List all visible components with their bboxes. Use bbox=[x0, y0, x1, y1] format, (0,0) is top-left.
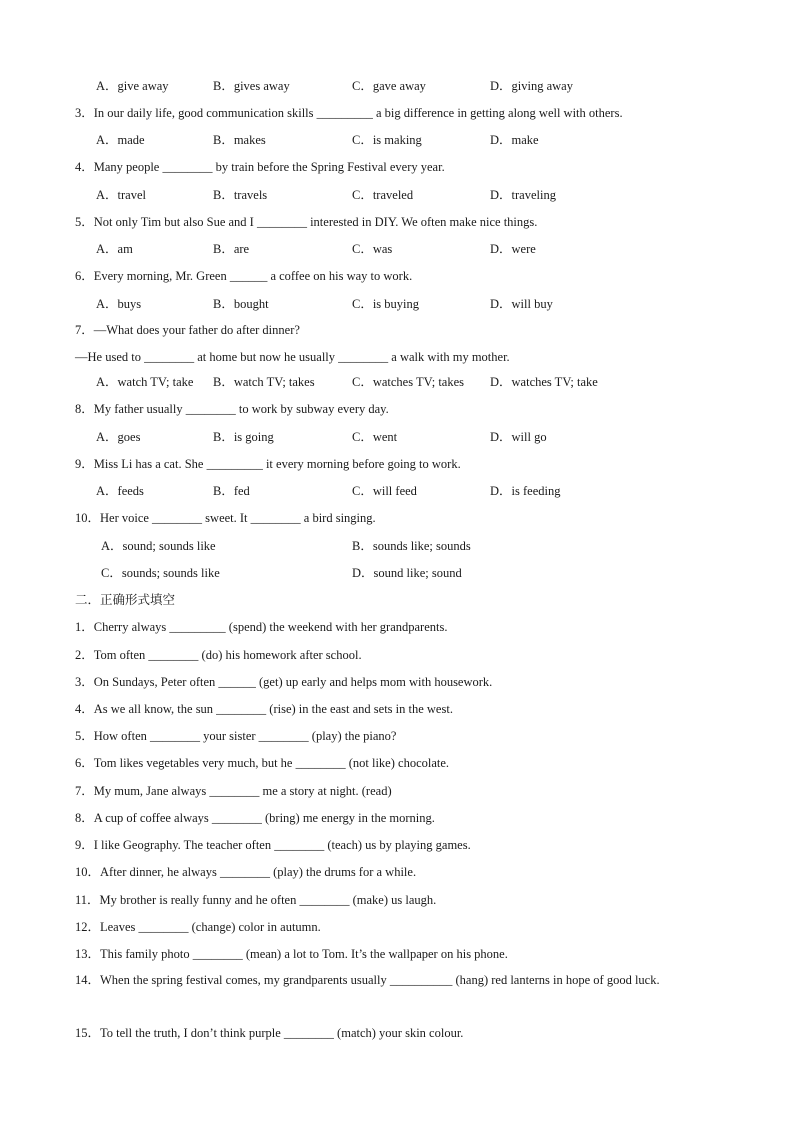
q6-option-c: C．is buying bbox=[352, 297, 420, 311]
q8-stem: 8．My father usually ________ to work by subway every day. bbox=[75, 402, 389, 416]
q9-option-d: D．is feeding bbox=[490, 484, 561, 498]
q8-option-d: D．will go bbox=[490, 430, 547, 444]
fill-item-1: 1．Cherry always _________ (spend) the weekend with her grandparents. bbox=[75, 620, 448, 634]
q7-stem-response: —He used to ________ at home but now he usually ________ a walk with my mother. bbox=[75, 350, 510, 364]
q9-option-c: C．will feed bbox=[352, 484, 417, 498]
q4-option-d: D．traveling bbox=[490, 188, 556, 202]
q7-option-b: B．watch TV; takes bbox=[213, 375, 315, 389]
fill-item-7: 7．My mum, Jane always ________ me a story at night. (read) bbox=[75, 784, 392, 798]
q5-option-a: A．am bbox=[96, 242, 133, 256]
q3-option-b: B．makes bbox=[213, 133, 266, 147]
q3-stem: 3．In our daily life, good communication skills _________ a big difference in getting along well with others. bbox=[75, 106, 623, 120]
fill-item-8: 8．A cup of coffee always ________ (bring) me energy in the morning. bbox=[75, 811, 435, 825]
fill-item-9: 9．I like Geography. The teacher often ________ (teach) us by playing games. bbox=[75, 838, 471, 852]
fill-item-14: 14．When the spring festival comes, my grandparents usually __________ (hang) red lanterns in hope of good luck. bbox=[75, 973, 660, 987]
q5-option-b: B．are bbox=[213, 242, 250, 256]
q5-option-c: C．was bbox=[352, 242, 393, 256]
q10-option-c: C．sounds; sounds like bbox=[101, 566, 220, 580]
q10-option-a: A．sound; sounds like bbox=[101, 539, 216, 553]
fill-item-15: 15．To tell the truth, I don’t think purple ________ (match) your skin colour. bbox=[75, 1026, 464, 1040]
q9-option-b: B．fed bbox=[213, 484, 250, 498]
q2-option-d: D．giving away bbox=[490, 79, 573, 93]
section-heading-fill-in: 二．正确形式填空 bbox=[75, 592, 176, 607]
q2-option-a: A．give away bbox=[96, 79, 169, 93]
q4-option-a: A．travel bbox=[96, 188, 146, 202]
q10-option-b: B．sounds like; sounds bbox=[352, 539, 471, 553]
fill-item-4: 4．As we all know, the sun ________ (rise) in the east and sets in the west. bbox=[75, 702, 453, 716]
fill-item-10: 10．After dinner, he always ________ (play) the drums for a while. bbox=[75, 865, 417, 879]
q8-option-b: B．is going bbox=[213, 430, 274, 444]
fill-item-12: 12．Leaves ________ (change) color in autumn. bbox=[75, 920, 321, 934]
q4-stem: 4．Many people ________ by train before the Spring Festival every year. bbox=[75, 160, 445, 174]
q7-option-a: A．watch TV; take bbox=[96, 375, 194, 389]
q6-option-a: A．buys bbox=[96, 297, 142, 311]
q4-option-b: B．travels bbox=[213, 188, 268, 202]
q5-option-d: D．were bbox=[490, 242, 536, 256]
q2-option-b: B．gives away bbox=[213, 79, 290, 93]
q3-option-c: C．is making bbox=[352, 133, 422, 147]
q7-option-c: C．watches TV; takes bbox=[352, 375, 465, 389]
fill-item-11: 11．My brother is really funny and he often ________ (make) us laugh. bbox=[75, 893, 437, 907]
q10-stem: 10．Her voice ________ sweet. It ________ a bird singing. bbox=[75, 511, 376, 525]
q4-option-c: C．traveled bbox=[352, 188, 414, 202]
q6-stem: 6．Every morning, Mr. Green ______ a coffee on his way to work. bbox=[75, 269, 413, 283]
q3-option-a: A．made bbox=[96, 133, 145, 147]
q6-option-b: B．bought bbox=[213, 297, 269, 311]
q8-option-c: C．went bbox=[352, 430, 398, 444]
q2-option-c: C．gave away bbox=[352, 79, 426, 93]
q9-stem: 9．Miss Li has a cat. She _________ it every morning before going to work. bbox=[75, 457, 461, 471]
fill-item-5: 5．How often ________ your sister ________ (play) the piano? bbox=[75, 729, 397, 743]
q7-stem: 7．—What does your father do after dinner? bbox=[75, 323, 300, 337]
q9-option-a: A．feeds bbox=[96, 484, 144, 498]
q8-option-a: A．goes bbox=[96, 430, 141, 444]
fill-item-6: 6．Tom likes vegetables very much, but he ________ (not like) chocolate. bbox=[75, 756, 450, 770]
fill-item-13: 13．This family photo ________ (mean) a lot to Tom. It’s the wallpaper on his phone. bbox=[75, 947, 508, 961]
q7-option-d: D．watches TV; take bbox=[490, 375, 598, 389]
q3-option-d: D．make bbox=[490, 133, 539, 147]
fill-item-2: 2．Tom often ________ (do) his homework after school. bbox=[75, 648, 362, 662]
q5-stem: 5．Not only Tim but also Sue and I ________ interested in DIY. We often make nice things. bbox=[75, 215, 538, 229]
q6-option-d: D．will buy bbox=[490, 297, 553, 311]
q10-option-d: D．sound like; sound bbox=[352, 566, 462, 580]
fill-item-3: 3．On Sundays, Peter often ______ (get) up early and helps mom with housework. bbox=[75, 675, 493, 689]
